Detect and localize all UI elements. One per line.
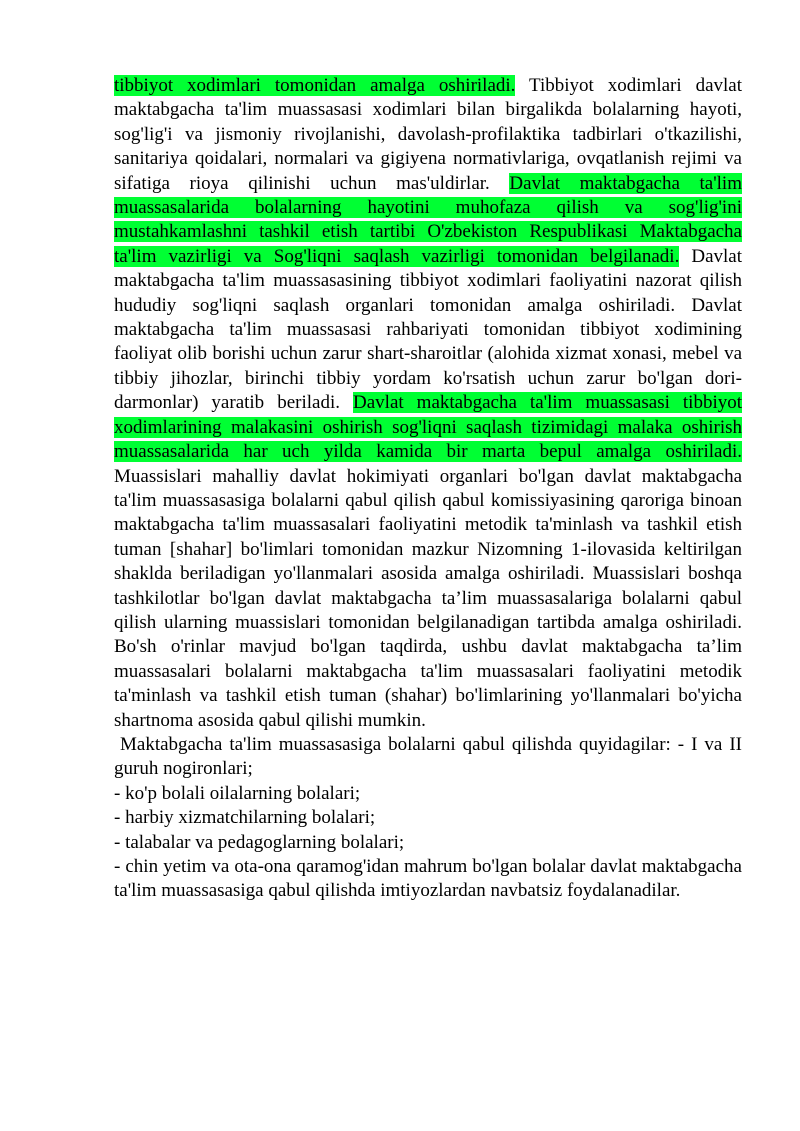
- admission-intro-paragraph: Maktabgacha ta'lim muassasasiga bolalarni qabul qilishda quyidagilar: - I va II guruh nogironlari;: [114, 733, 742, 780]
- body-text: Davlat maktabgacha ta'lim muassasasining tibbiyot xodimlari faoliyatini nazorat qilish hududiy sog'liqni saqlash organlari tomonidan amalga oshiriladi. Davlat maktabgacha ta'lim muassasasi rahbariyati tomonidan tibbiyot xodimining faoliyat olib borishi uchun zarur shart-sharoitlar (alohida xizmat xonasi, mebel va tibbiy jihozlar, birinchi tibbiy yordam ko'rsatish uchun zarur bo'lgan dori-darmonlar) yaratib beriladi.: [114, 245, 742, 414]
- list-item: - talabalar va pedagoglarning bolalari;: [114, 831, 405, 853]
- document-page: [114, 74, 742, 904]
- highlighted-text: tibbiyot xodimlari tomonidan amalga oshiriladi.: [114, 75, 516, 96]
- list-item: - ko'p bolali oilalarning bolalari;: [114, 782, 361, 804]
- body-text: Tibbiyot xodimlari davlat maktabgacha ta'lim muassasasi xodimlari bilan birgalikda bolalarning hayoti, sog'lig'i va jismoniy rivojlanishi, davolash-profilaktika tadbirlari o'tkazilishi, sanitariya qoidalari, normalari va gigiyena normativlariga, ovqatlanish rejimi va sifatiga rioya qilinishi uchun mas'uldirlar.: [114, 75, 743, 194]
- body-paragraph: [114, 74, 742, 733]
- highlighted-text: Davlat maktabgacha ta'lim muassasalarida bolalarning hayotini muhofaza qilish va sog'lig'ini mustahkamlashni tashkil etish tartibi O'zbekiston Respublikasi Maktabgacha ta'lim vazirligi va Sog'liqni saqlash vazirligi tomonidan belgilanadi.: [114, 172, 742, 267]
- body-text: Muassislari mahalliy davlat hokimiyati organlari bo'lgan davlat maktabgacha ta'lim muassasasiga bolalarni qabul qilish qabul komissiyasining qaroriga binoan maktabgacha ta'lim muassasalari faoliyatini metodik ta'minlash va tashkil etish tuman [shahar] bo'limlari tomonidan mazkur Nizomning 1-ilovasida keltirilgan shaklda beriladigan yo'llanmalari asosida amalga oshiriladi. Muassislari boshqa tashkilotlar bo'lgan davlat maktabgacha ta’lim muassasalariga bolalarni qabul qilish ularning muassislari tomonidan belgilanadigan tartibda amalga oshiriladi. Bo'sh o'rinlar mavjud bo'lgan taqdirda, ushbu davlat maktabgacha ta’lim muassasalari bolalarni maktabgacha ta'lim muassasalari faoliyatini metodik ta'minlash va tashkil etish tuman (shahar) bo'limlarining yo'llanmalari bo'yicha shartnoma asosida qabul qilishi mumkin.: [114, 465, 742, 731]
- highlighted-text: Davlat maktabgacha ta'lim muassasasi tibbiyot xodimlarining malakasini oshirish sog'liqni saqlash tizimidagi malaka oshirish muassasalarida har uch yilda kamida bir marta bepul amalga oshiriladi.: [114, 392, 743, 463]
- list-item: - chin yetim va ota-ona qaramog'idan mahrum bo'lgan bolalar davlat maktabgacha ta'lim muassasasiga qabul qilishda imtiyozlardan navbatsiz foydalanadilar.: [114, 856, 742, 902]
- privilege-list: [114, 782, 742, 904]
- list-item: - harbiy xizmatchilarning bolalari;: [114, 807, 376, 829]
